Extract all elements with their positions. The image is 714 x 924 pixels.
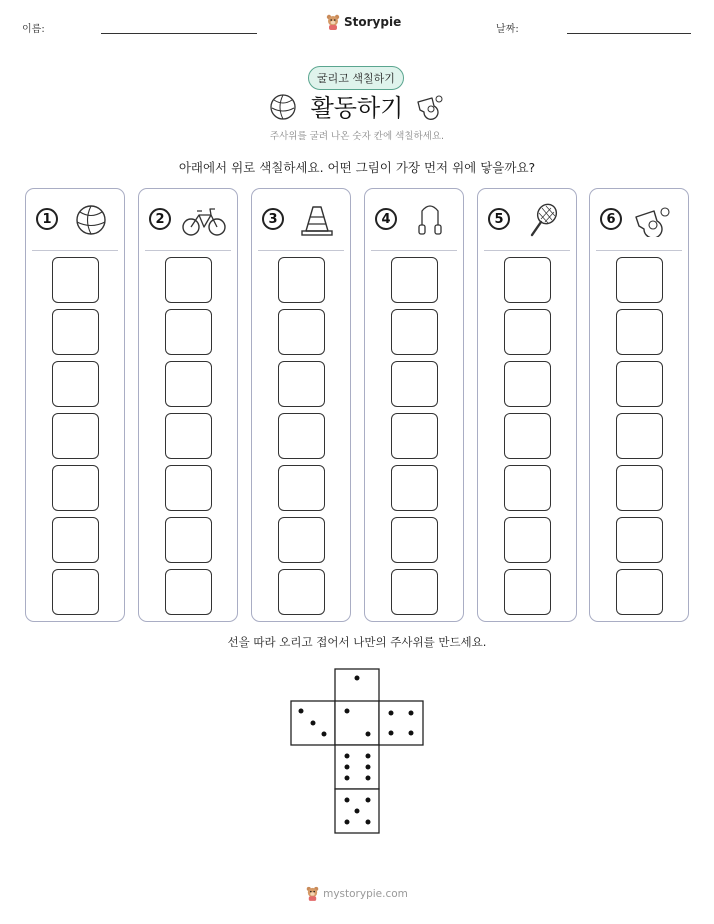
color-box[interactable] bbox=[165, 413, 212, 459]
column-divider bbox=[371, 250, 457, 251]
column-divider bbox=[484, 250, 570, 251]
pip bbox=[345, 709, 350, 714]
column-number: 4 bbox=[375, 208, 397, 230]
column-divider bbox=[145, 250, 231, 251]
color-box[interactable] bbox=[616, 309, 663, 355]
name-label: 이름: bbox=[22, 24, 45, 35]
color-box[interactable] bbox=[391, 257, 438, 303]
pip bbox=[366, 754, 371, 759]
pip bbox=[345, 754, 350, 759]
footer-url: mystorypie.com bbox=[323, 887, 408, 900]
color-box[interactable] bbox=[504, 569, 551, 615]
date-field[interactable] bbox=[567, 33, 691, 34]
color-box[interactable] bbox=[616, 569, 663, 615]
bear-mascot-icon bbox=[326, 14, 340, 30]
whistle-icon bbox=[414, 92, 446, 120]
pip bbox=[345, 798, 350, 803]
column-number: 2 bbox=[149, 208, 171, 230]
die-face bbox=[335, 745, 379, 789]
pip bbox=[345, 776, 350, 781]
column-3 bbox=[251, 188, 351, 622]
name-field[interactable] bbox=[101, 33, 257, 34]
brand-logo bbox=[326, 14, 401, 30]
bear-mascot-icon bbox=[306, 886, 319, 901]
pip bbox=[389, 731, 394, 736]
instruction-text: 아래에서 위로 색칠하세요. 어떤 그림이 가장 먼저 위에 닿을까요? bbox=[178, 160, 536, 175]
column-divider bbox=[32, 250, 118, 251]
color-box[interactable] bbox=[391, 309, 438, 355]
column-number: 3 bbox=[262, 208, 284, 230]
color-box[interactable] bbox=[504, 517, 551, 563]
bicycle-icon bbox=[181, 203, 227, 237]
tennis-racket-icon bbox=[520, 203, 566, 237]
pip bbox=[322, 732, 327, 737]
color-box[interactable] bbox=[616, 361, 663, 407]
color-box[interactable] bbox=[391, 569, 438, 615]
color-box[interactable] bbox=[165, 309, 212, 355]
column-number: 6 bbox=[600, 208, 622, 230]
color-box[interactable] bbox=[165, 361, 212, 407]
fold-instruction: 선을 따라 오리고 접어서 나만의 주사위를 만드세요. bbox=[227, 635, 487, 649]
color-box[interactable] bbox=[504, 257, 551, 303]
color-box[interactable] bbox=[52, 257, 99, 303]
pip bbox=[409, 711, 414, 716]
pip bbox=[345, 820, 350, 825]
color-box[interactable] bbox=[504, 413, 551, 459]
color-box[interactable] bbox=[391, 465, 438, 511]
page-subtitle: 주사위를 굴려 나온 숫자 칸에 색칠하세요. bbox=[269, 131, 445, 142]
column-4 bbox=[364, 188, 464, 622]
column-divider bbox=[258, 250, 344, 251]
pip bbox=[366, 820, 371, 825]
color-box[interactable] bbox=[52, 517, 99, 563]
activity-badge: 굴리고 색칠하기 bbox=[308, 66, 404, 90]
color-box[interactable] bbox=[278, 465, 325, 511]
pip bbox=[345, 765, 350, 770]
column-5 bbox=[477, 188, 577, 622]
color-box[interactable] bbox=[616, 257, 663, 303]
pip bbox=[299, 709, 304, 714]
column-2 bbox=[138, 188, 238, 622]
whistle-icon bbox=[632, 203, 678, 237]
pip bbox=[355, 676, 360, 681]
color-box[interactable] bbox=[391, 413, 438, 459]
column-1 bbox=[25, 188, 125, 622]
color-box[interactable] bbox=[278, 413, 325, 459]
color-box[interactable] bbox=[165, 569, 212, 615]
color-box[interactable] bbox=[52, 413, 99, 459]
color-box[interactable] bbox=[391, 361, 438, 407]
pip bbox=[366, 798, 371, 803]
brand-name: Storypie bbox=[344, 15, 402, 29]
color-box[interactable] bbox=[278, 257, 325, 303]
color-box[interactable] bbox=[616, 413, 663, 459]
color-box[interactable] bbox=[52, 465, 99, 511]
color-box[interactable] bbox=[504, 309, 551, 355]
color-box[interactable] bbox=[616, 517, 663, 563]
color-box[interactable] bbox=[278, 569, 325, 615]
color-box[interactable] bbox=[52, 361, 99, 407]
pip bbox=[409, 731, 414, 736]
color-box[interactable] bbox=[278, 517, 325, 563]
pip bbox=[311, 721, 316, 726]
color-box[interactable] bbox=[165, 257, 212, 303]
pip bbox=[389, 711, 394, 716]
page-title: 활동하기 bbox=[310, 94, 404, 122]
ball-icon bbox=[68, 203, 114, 237]
die-face bbox=[379, 701, 423, 745]
traffic-cone-icon bbox=[294, 203, 340, 237]
color-box[interactable] bbox=[616, 465, 663, 511]
color-box[interactable] bbox=[504, 465, 551, 511]
color-box[interactable] bbox=[278, 309, 325, 355]
pip bbox=[366, 776, 371, 781]
color-box[interactable] bbox=[52, 569, 99, 615]
footer bbox=[0, 886, 714, 901]
column-divider bbox=[596, 250, 682, 251]
color-box[interactable] bbox=[278, 361, 325, 407]
date-label: 날짜: bbox=[496, 24, 519, 35]
color-box[interactable] bbox=[391, 517, 438, 563]
die-face bbox=[335, 701, 379, 745]
pip bbox=[366, 732, 371, 737]
column-number: 1 bbox=[36, 208, 58, 230]
dice-net bbox=[290, 668, 430, 838]
column-number: 5 bbox=[488, 208, 510, 230]
color-box[interactable] bbox=[504, 361, 551, 407]
pip bbox=[355, 809, 360, 814]
pip bbox=[366, 765, 371, 770]
color-box[interactable] bbox=[165, 465, 212, 511]
color-box[interactable] bbox=[52, 309, 99, 355]
jump-rope-icon bbox=[407, 203, 453, 237]
color-box[interactable] bbox=[165, 517, 212, 563]
column-6 bbox=[589, 188, 689, 622]
